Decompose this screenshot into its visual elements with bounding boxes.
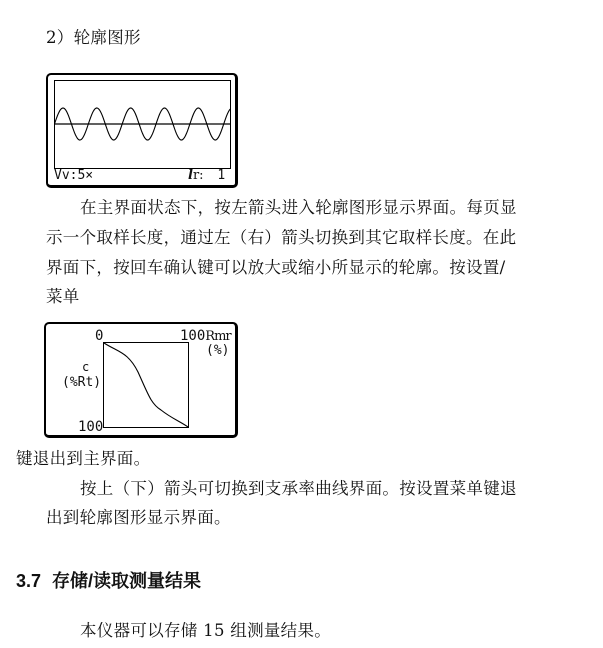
lr-sample-length-label: [188, 169, 225, 183]
lr-r-label: r:: [192, 168, 204, 183]
y-axis-name: c: [82, 360, 90, 374]
profile-waveform: [54, 80, 231, 169]
top-left-tick: 0: [95, 328, 104, 344]
paragraph2-line3: 出到轮廓图形显示界面。: [46, 508, 231, 527]
lr-value: 1: [217, 168, 226, 183]
section-title: 存储/读取测量结果: [52, 571, 202, 591]
vv-magnification-label: Vv:5×: [54, 168, 94, 183]
x-axis-unit: (%): [206, 343, 230, 358]
subsection-label: 2）轮廓图形: [46, 28, 141, 47]
bearing-curve-screen: [44, 322, 238, 438]
paragraph3: 本仪器可以存储 15 组测量结果。: [80, 621, 332, 640]
bottom-left-tick: 100: [78, 419, 104, 435]
paragraph2-line1: 键退出到主界面。: [16, 449, 151, 468]
paragraph2-line2: 按上（下）箭头可切换到支承率曲线界面。按设置菜单键退: [80, 479, 517, 498]
section-number: 3.7: [16, 571, 42, 591]
paragraph1-line1: 在主界面状态下，按左箭头进入轮廓图形显示界面。每页显: [80, 198, 517, 217]
bearing-ratio-curve: [103, 342, 189, 428]
lr-italic-l: l: [188, 168, 193, 183]
profile-graph-screen: [46, 73, 238, 188]
paragraph1-line2: 示一个取样长度，通过左（右）箭头切换到其它取样长度。在此: [46, 228, 517, 247]
paragraph1-line4: 菜单: [46, 287, 80, 306]
section-heading: [16, 567, 201, 593]
x-axis-name: Rmr: [205, 329, 231, 344]
y-axis-unit: (%Rt): [62, 375, 102, 390]
top-right-tick-value: 100: [180, 328, 206, 344]
paragraph1-line3: 界面下，按回车确认键可以放大或缩小所显示的轮廓。按设置/: [46, 258, 506, 277]
